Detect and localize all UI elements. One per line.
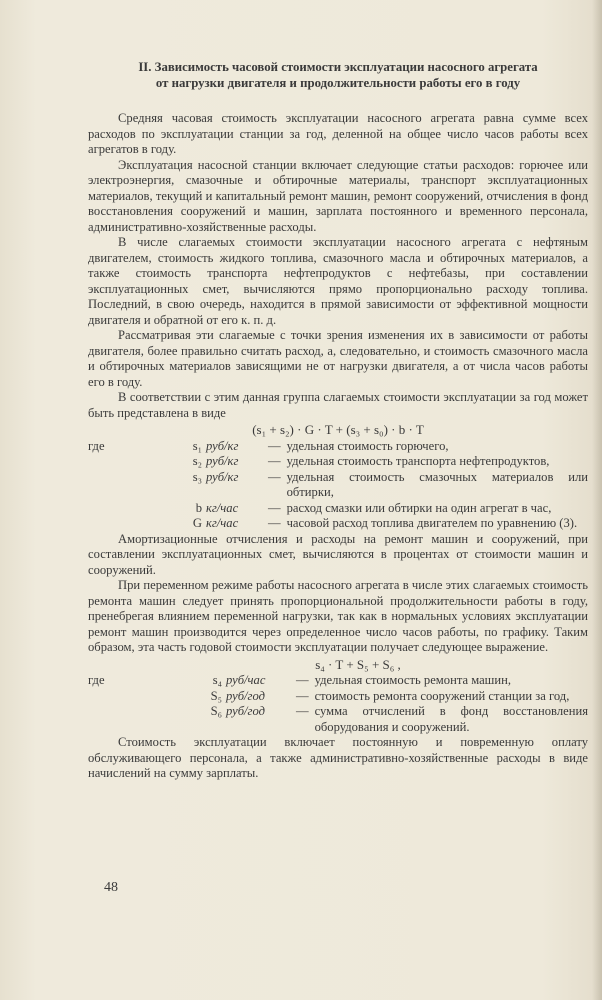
page-content xyxy=(88,60,588,782)
definition-symbol: S₆ xyxy=(210,704,222,718)
definition-dash: — xyxy=(296,704,309,718)
definition-row xyxy=(88,704,588,735)
definition-symbol: S₅ xyxy=(210,688,222,703)
paragraph-1: Средняя часовая стоимость эксплуатации насосного агрегата равна сумме всех расходов по эксплуатации станции за год, деленной на общее число часов работы всех агрегатов в году. xyxy=(88,111,588,156)
section-heading xyxy=(88,60,588,91)
formula-repair-cost: s₄ · T + S₅ + S₆ , xyxy=(315,656,401,672)
definition-row xyxy=(88,516,588,532)
definition-unit: руб/кг xyxy=(206,438,239,453)
definition-text: сумма отчислений в фонд восстановления оборудования и сооружений. xyxy=(314,704,588,734)
definition-dash: — xyxy=(268,500,281,515)
definition-unit: руб/год xyxy=(226,688,265,703)
definition-unit: кг/час xyxy=(206,516,239,530)
definition-row xyxy=(88,501,588,517)
definition-unit: руб/час xyxy=(226,673,266,687)
definition-dash: — xyxy=(268,469,281,484)
definition-text: удельная стоимость смазочных материалов или обтирки, xyxy=(286,469,588,499)
definition-text: удельная стоимость ремонта машин, xyxy=(314,673,512,687)
paragraph-8: Стоимость эксплуатации включает постоянную и повременную оплату обслуживающего персонала, а также административно-хозяйственные расходы в виде начислений на сумму зарплаты. xyxy=(88,735,588,780)
formula-fuel-cost: (s₁ + s₂) · G · T + (s₃ + s₀) · b · T xyxy=(252,422,424,437)
definition-row xyxy=(88,673,588,689)
definition-symbol: b xyxy=(195,500,202,515)
definition-symbol: s₃ xyxy=(192,469,202,484)
definition-lead: где xyxy=(88,438,105,453)
paragraph-7: При переменном режиме работы насосного агрегата в числе этих слагаемых стоимость ремонта машин следует принять пропорциональной продолжительности работы в году, пренебрегая влиянием переменной нагрузки, так как в нормальных условиях эксплуатации ремонт машин производится через определенное число часов работы, по графику. Таким образом, эта часть годовой стоимости эксплуатации получает следующее выражение. xyxy=(88,578,588,654)
definition-dash: — xyxy=(268,438,281,453)
definition-dash: — xyxy=(268,516,281,530)
definition-unit: руб/год xyxy=(226,704,265,718)
definition-dash: — xyxy=(296,673,309,687)
definition-text: часовой расход топлива двигателем по уравнению (3). xyxy=(286,516,578,530)
definition-symbol: G xyxy=(192,516,202,530)
definition-unit: кг/час xyxy=(206,500,239,515)
definition-text: стоимость ремонта сооружений станции за год, xyxy=(314,688,570,703)
paragraph-6: Амортизационные отчисления и расходы на ремонт машин и сооружений, при составлении эксплуатационных смет, вычисляются в процентах от стоимости машин и сооружений. xyxy=(88,531,588,577)
page-number: 48 xyxy=(104,880,118,895)
definition-unit: руб/кг xyxy=(206,469,239,484)
definitions-list-2 xyxy=(88,673,588,735)
definition-symbol: s₁ xyxy=(192,438,202,453)
definition-lead: где xyxy=(88,673,105,687)
definition-row xyxy=(88,454,588,470)
definition-row xyxy=(88,439,588,455)
heading-line-2: от нагрузки двигателя и продолжительности работы его в году xyxy=(155,75,521,90)
definition-symbol: s₂ xyxy=(192,454,202,468)
page-edge-shadow xyxy=(592,0,602,1000)
definition-text: удельная стоимость транспорта нефтепродуктов, xyxy=(286,454,550,468)
definition-row xyxy=(88,689,588,705)
paragraph-5: В соответствии с этим данная группа слагаемых стоимости эксплуатации за год может быть представлена в виде xyxy=(88,390,588,420)
paragraph-2: Эксплуатация насосной станции включает следующие статьи расходов: горючее или электроэнергия, смазочные и обтирочные материалы, транспорт эксплуатационных материалов, текущий и капитальный ремонт машин, ремонт сооружений, отчисления в фонд восстановления сооружений и машин, зарплата постоянного и временного персонала, административно-хозяйственные расходы. xyxy=(88,157,588,234)
definitions-list-1 xyxy=(88,439,588,532)
definition-dash: — xyxy=(296,688,309,703)
definition-text: расход смазки или обтирки на один агрегат в час, xyxy=(286,500,552,515)
definition-unit: руб/кг xyxy=(206,454,239,468)
paragraph-3: В числе слагаемых стоимости эксплуатации насосного агрегата с нефтяным двигателем, стоимость жидкого топлива, смазочного масла и обтирочных материалов, а также стоимость транспорта нефтепродуктов с нефтебазы, при составлении эксплуатационных смет, вычисляются прямо пропорционально расходу топлива. Последний, в свою очередь, находится в прямой зависимости от эффективной мощности двигателя и обратной от его к. п. д. xyxy=(88,235,588,327)
definition-text: удельная стоимость горючего, xyxy=(286,438,449,453)
definition-symbol: s₄ xyxy=(212,673,222,687)
definition-dash: — xyxy=(268,454,281,468)
heading-line-1: II. Зависимость часовой стоимости эксплуатации насосного агрегата xyxy=(138,60,538,74)
paragraph-4: Рассматривая эти слагаемые с точки зрения изменения их в зависимости от работы двигателя, более правильно считать расход, а, следовательно, и стоимость смазочного масла и обтирочных материалов зависящими не от нагрузки двигателя, а от числа часов работы его в году. xyxy=(88,328,588,389)
definition-row xyxy=(88,470,588,501)
